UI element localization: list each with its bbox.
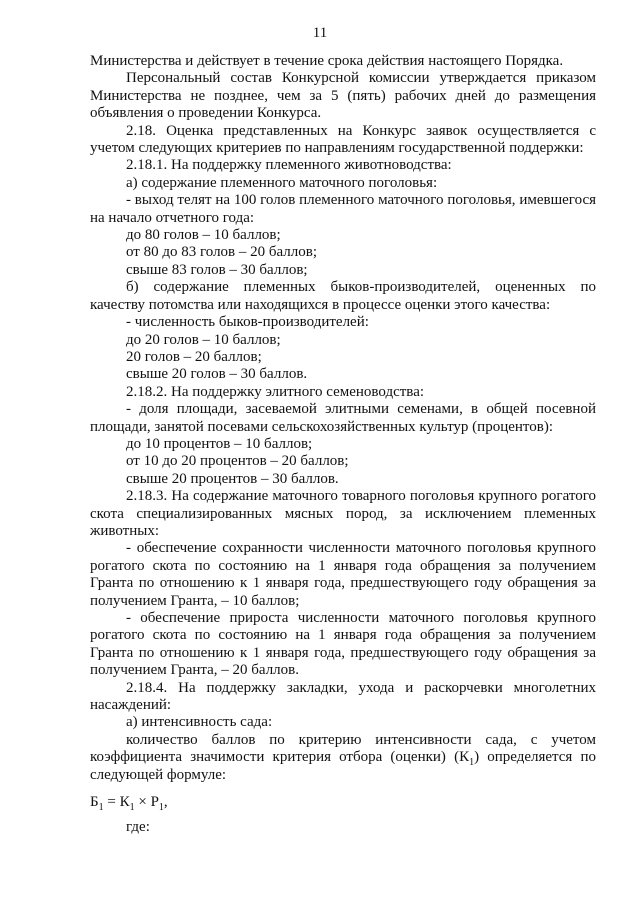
list-item: свыше 83 голов – 30 баллов;: [126, 261, 308, 278]
formula-end: ,: [163, 794, 168, 811]
list-item: до 10 процентов – 10 баллов;: [126, 435, 313, 452]
formula-times: ×: [134, 794, 151, 811]
formula-k-sub: 1: [129, 802, 135, 814]
paragraph: - выход телят на 100 голов племенного маточного поголовья, имевшегося на начало отчетного года:: [90, 192, 596, 226]
section-2-18: 2.18. Оценка представленных на Конкурс заявок осуществляется с учетом следующих критериев по направлениям государственной поддержки:: [90, 122, 596, 157]
list-item: от 80 до 83 голов – 20 баллов;: [126, 244, 318, 261]
paragraph: а) содержание племенного маточного поголовья:: [126, 174, 438, 191]
paragraph: - численность быков-производителей:: [126, 314, 369, 331]
section-2-18-1: 2.18.1. На поддержку племенного животноводства:: [126, 157, 452, 174]
formula-intro-text-end: ) определяется по следующей формуле:: [90, 749, 596, 783]
paragraph: а) интенсивность сада:: [126, 714, 273, 731]
list-item: до 20 голов – 10 баллов;: [126, 331, 281, 348]
where-label: где:: [126, 819, 150, 836]
list-item: от 10 до 20 процентов – 20 баллов;: [126, 453, 349, 470]
formula-p: Р: [150, 794, 159, 811]
paragraph: - обеспечение сохранности численности маточного поголовья крупного рогатого скота по состоянию на 1 января года обращения за получением Гранта по отношению к 1 января года, предшествующего году обращения за получением Гранта, – 10 баллов;: [90, 540, 596, 609]
body-text: [90, 53, 596, 837]
list-item: свыше 20 процентов – 30 баллов.: [126, 470, 339, 487]
formula-k: К: [119, 794, 130, 811]
paragraph: - доля площади, засеваемой элитными семенами, в общей посевной площади, занятой посевами сельскохозяйственных культур (процентов):: [90, 401, 596, 435]
section-2-18-3: 2.18.3. На содержание маточного товарного поголовья крупного рогатого скота специализированных мясных пород, за исключением племенных животных:: [90, 488, 596, 539]
paragraph: - обеспечение прироста численности маточного поголовья крупного рогатого скота по состоянию на 1 января года обращения за получением Гранта по отношению к 1 января года, предшествующего году обращения за получением Гранта, – 20 баллов.: [90, 610, 596, 679]
formula-eq: =: [103, 794, 120, 811]
k-subscript: 1: [469, 757, 475, 769]
list-item: 20 голов – 20 баллов;: [126, 348, 262, 365]
formula-b-sub: 1: [98, 802, 104, 814]
formula-p-sub: 1: [158, 802, 164, 814]
paragraph: Персональный состав Конкурсной комиссии утверждается приказом Министерства не позднее, чем за 5 (пять) рабочих дней до размещения объявления о проведении Конкурса.: [90, 70, 596, 122]
section-2-18-4: 2.18.4. На поддержку закладки, ухода и раскорчевки многолетних насаждений:: [90, 679, 596, 714]
list-item: свыше 20 голов – 30 баллов.: [126, 366, 308, 383]
formula-b: Б: [90, 794, 99, 811]
list-item: до 80 голов – 10 баллов;: [126, 227, 281, 244]
formula: [90, 794, 596, 814]
paragraph-formula-intro: [90, 732, 596, 784]
section-2-18-2: 2.18.2. На поддержку элитного семеноводства:: [126, 383, 425, 400]
page-number: 11: [312, 25, 328, 41]
formula-intro-text: количество баллов по критерию интенсивности сада, с учетом коэффициента значимости критерия отбора (оценки) (К: [90, 731, 596, 766]
paragraph: Министерства и действует в течение срока действия настоящего Порядка.: [90, 53, 564, 69]
paragraph: б) содержание племенных быков-производителей, оцененных по качеству потомства или находящихся в процессе оценки этого качества:: [90, 279, 596, 313]
